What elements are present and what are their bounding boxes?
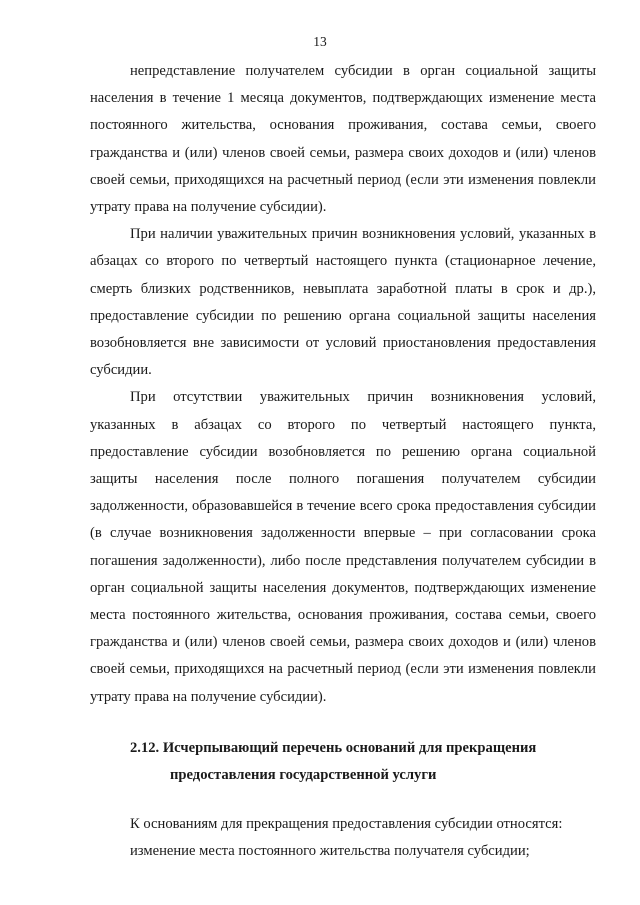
section-heading-line1: 2.12. Исчерпывающий перечень оснований для прекращения: [130, 739, 537, 756]
page-body: [90, 58, 596, 866]
section-heading: [90, 735, 596, 789]
closing-line-2: изменение места постоянного жительства получателя субсидии;: [130, 843, 530, 860]
page-number: 13: [313, 34, 327, 49]
paragraph-1: непредставление получателем субсидии в орган социальной защиты населения в течение 1 месяца документов, подтверждающих изменение места постоянного жительства, основания проживания, состава семьи, своего гражданства и (или) членов своей семьи, размера своих доходов и (или) членов своей семьи, приходящихся на расчетный период (если эти изменения повлекли утрату права на получение субсидии).: [90, 63, 596, 216]
paragraph-2: При наличии уважительных причин возникновения условий, указанных в абзацах со второго по четвертый настоящего пункта (стационарное лечение, смерть близких родственников, невыплата заработной платы в срок и др.), предоставление субсидии по решению органа социальной защиты населения возобновляется вне зависимости от условий приостановления предоставления субсидии.: [90, 226, 596, 379]
closing-line-1: К основаниям для прекращения предоставления субсидии относятся:: [130, 816, 563, 833]
section-heading-line2: предоставления государственной услуги: [170, 767, 437, 784]
paragraph-3: При отсутствии уважительных причин возникновения условий, указанных в абзацах со второго по четвертый настоящего пункта, предоставление субсидии возобновляется по решению органа социальной защиты населения после полного погашения получателем субсидии задолженности, образовавшейся в течение всего срока предоставления субсидии (в случае возникновения задолженности впервые – при согласовании срока погашения задолженности), либо после представления получателем субсидии в орган социальной защиты населения документов, подтверждающих изменение места постоянного жительства, основания проживания, состава семьи, своего гражданства и (или) членов своей семьи, размера своих доходов и (или) членов своей семьи, приходящихся на расчетный период (если эти изменения повлекли утрату права на получение субсидии).: [90, 389, 596, 705]
spacer: [90, 789, 596, 811]
